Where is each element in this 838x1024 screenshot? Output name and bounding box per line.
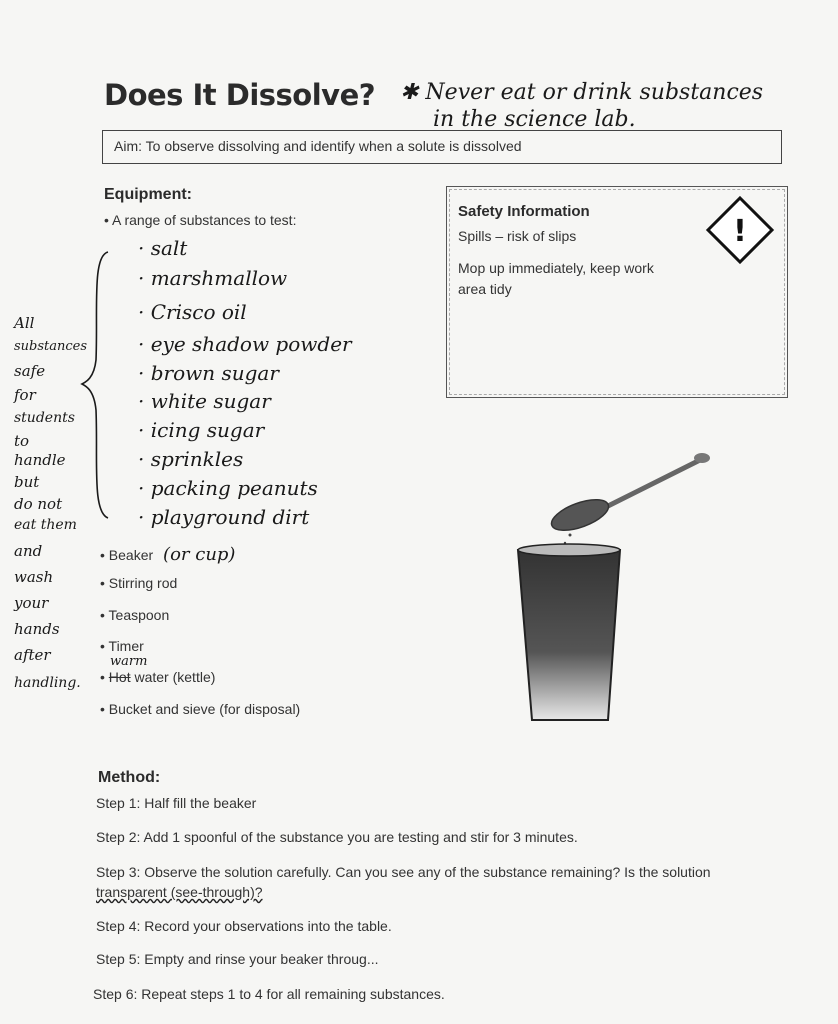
substance-item: · icing sugar bbox=[138, 418, 265, 442]
side-note-word: and bbox=[14, 542, 43, 560]
beaker-handwritten-note: (or cup) bbox=[163, 544, 236, 565]
side-note-word: wash bbox=[14, 568, 54, 586]
method-step-2: Step 2: Add 1 spoonful of the substance you are testing and stir for 3 minutes. bbox=[96, 829, 578, 845]
equipment-item-stirring-rod: • Stirring rod bbox=[100, 575, 178, 591]
aim-text: Aim: To observe dissolving and identify when a solute is dissolved bbox=[114, 138, 522, 154]
equipment-item-timer: • Timer bbox=[100, 638, 144, 654]
equipment-item-bucket: • Bucket and sieve (for disposal) bbox=[100, 701, 301, 717]
substance-item: · packing peanuts bbox=[138, 476, 318, 500]
substance-item: · Crisco oil bbox=[138, 300, 247, 324]
side-note-word: after bbox=[14, 646, 51, 664]
equipment-item-water: • Hot water (kettle) bbox=[100, 669, 216, 685]
spoon-and-glass-illustration bbox=[510, 440, 740, 730]
equipment-heading: Equipment: bbox=[104, 186, 192, 203]
safety-title: Safety Information bbox=[458, 203, 590, 220]
method-step-1: Step 1: Half fill the beaker bbox=[96, 795, 257, 811]
side-note-word: hands bbox=[14, 620, 60, 638]
substance-item: · sprinkles bbox=[138, 447, 244, 471]
side-note-word: for bbox=[14, 386, 36, 404]
substance-item: · playground dirt bbox=[138, 505, 310, 529]
substance-item: · salt bbox=[138, 236, 188, 260]
side-note-word: eat them bbox=[14, 517, 77, 533]
side-note-word: safe bbox=[14, 362, 46, 380]
water-struck-word: Hot bbox=[108, 669, 131, 685]
handwritten-warning-line2: in the science lab. bbox=[433, 107, 636, 132]
side-note-word: do not bbox=[14, 495, 63, 513]
water-handwritten-insert: warm bbox=[110, 654, 148, 669]
equipment-item-beaker bbox=[100, 544, 235, 565]
page-title: Does It Dissolve? bbox=[104, 78, 376, 112]
side-note-word: but bbox=[14, 473, 40, 491]
water-label: water (kettle) bbox=[134, 669, 216, 685]
method-step-5: Step 5: Empty and rinse your beaker throug... bbox=[96, 951, 379, 967]
side-note-word: students bbox=[14, 410, 75, 426]
safety-action-line1: Mop up immediately, keep work bbox=[458, 260, 654, 276]
method-step-3-line2: transparent (see-through)? bbox=[96, 884, 263, 900]
side-note-word: substances bbox=[14, 339, 88, 354]
hazard-diamond-icon bbox=[705, 195, 775, 265]
beaker-label: • Beaker bbox=[100, 547, 154, 563]
substance-item: · brown sugar bbox=[138, 361, 279, 385]
method-step-4: Step 4: Record your observations into the table. bbox=[96, 918, 392, 934]
method-step-3-line1: Step 3: Observe the solution carefully. Can you see any of the substance remaining? Is the solution bbox=[96, 864, 711, 880]
side-note-word: handle bbox=[14, 451, 66, 469]
hazard-glyph: ! bbox=[733, 214, 747, 249]
safety-action-line2: area tidy bbox=[458, 281, 512, 297]
safety-hazard: Spills – risk of slips bbox=[458, 228, 577, 244]
substance-item: · white sugar bbox=[138, 389, 271, 413]
substance-item: · marshmallow bbox=[138, 266, 288, 290]
method-step-6: Step 6: Repeat steps 1 to 4 for all remaining substances. bbox=[93, 986, 445, 1002]
side-note-word: handling. bbox=[14, 675, 81, 691]
substance-item: · eye shadow powder bbox=[138, 332, 352, 356]
method-heading: Method: bbox=[98, 769, 161, 786]
curly-brace-icon bbox=[78, 250, 118, 520]
side-note-word: to bbox=[14, 432, 30, 450]
equipment-item-teaspoon: • Teaspoon bbox=[100, 607, 170, 623]
equipment-intro: • A range of substances to test: bbox=[104, 212, 297, 228]
side-note-word: All bbox=[14, 314, 35, 332]
side-note-word: your bbox=[14, 594, 49, 612]
handwritten-warning-line1: ✱ Never eat or drink substances bbox=[400, 80, 764, 105]
